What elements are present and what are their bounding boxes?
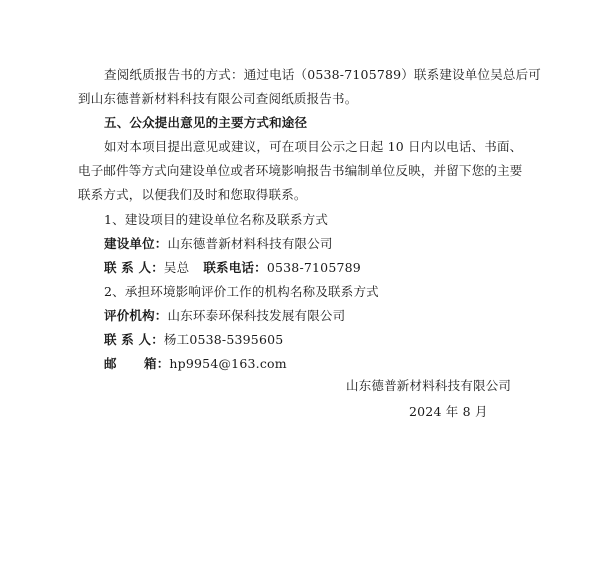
contact1-unit-row — [104, 236, 333, 252]
para2-line1: 如对本项目提出意见或建议，可在项目公示之日起 10 日内以电话、书面、 — [104, 139, 523, 154]
contact2-title: 2、承担环境影响评价工作的机构名称及联系方式 — [104, 284, 379, 299]
contact1-unit-value: 山东德普新材料科技有限公司 — [167, 236, 333, 251]
contact2-email-label: 邮 箱： — [104, 356, 170, 371]
contact1-phone-label: 联系电话： — [203, 260, 267, 275]
contact2-email-value: hp9954@163.com — [169, 356, 287, 371]
contact2-email-row — [104, 356, 287, 372]
section5-heading: 五、公众提出意见的主要方式和途径 — [104, 115, 308, 130]
contact2-phone-value: 0538-5395605 — [189, 332, 284, 347]
contact2-person-label: 联 系 人： — [104, 332, 164, 347]
contact1-unit-label: 建设单位： — [104, 236, 168, 251]
contact1-title: 1、建设项目的建设单位名称及联系方式 — [104, 212, 329, 227]
contact2-person-row — [104, 332, 283, 348]
signature-company: 山东德普新材料科技有限公司 — [346, 378, 512, 393]
contact1-person-value: 吴总 — [163, 260, 190, 275]
para1-line1: 查阅纸质报告书的方式：通过电话（0538-7105789）联系建设单位吴总后可 — [104, 67, 542, 82]
contact2-org-value: 山东环泰环保科技发展有限公司 — [167, 308, 346, 323]
contact2-org-row — [104, 308, 345, 324]
contact2-org-label: 评价机构： — [104, 308, 168, 323]
contact1-person-label: 联 系 人： — [104, 260, 164, 275]
contact1-person-row — [104, 260, 361, 276]
para1-line2: 到山东德普新材料科技有限公司查阅纸质报告书。 — [78, 91, 358, 106]
signature-date: 2024 年 8 月 — [409, 404, 488, 419]
contact2-person-value: 杨工 — [163, 332, 190, 347]
contact1-phone-value: 0538-7105789 — [266, 260, 361, 275]
para2-line3: 联系方式，以便我们及时和您取得联系。 — [78, 187, 307, 202]
para2-line2: 电子邮件等方式向建设单位或者环境影响报告书编制单位反映，并留下您的主要 — [78, 163, 523, 178]
